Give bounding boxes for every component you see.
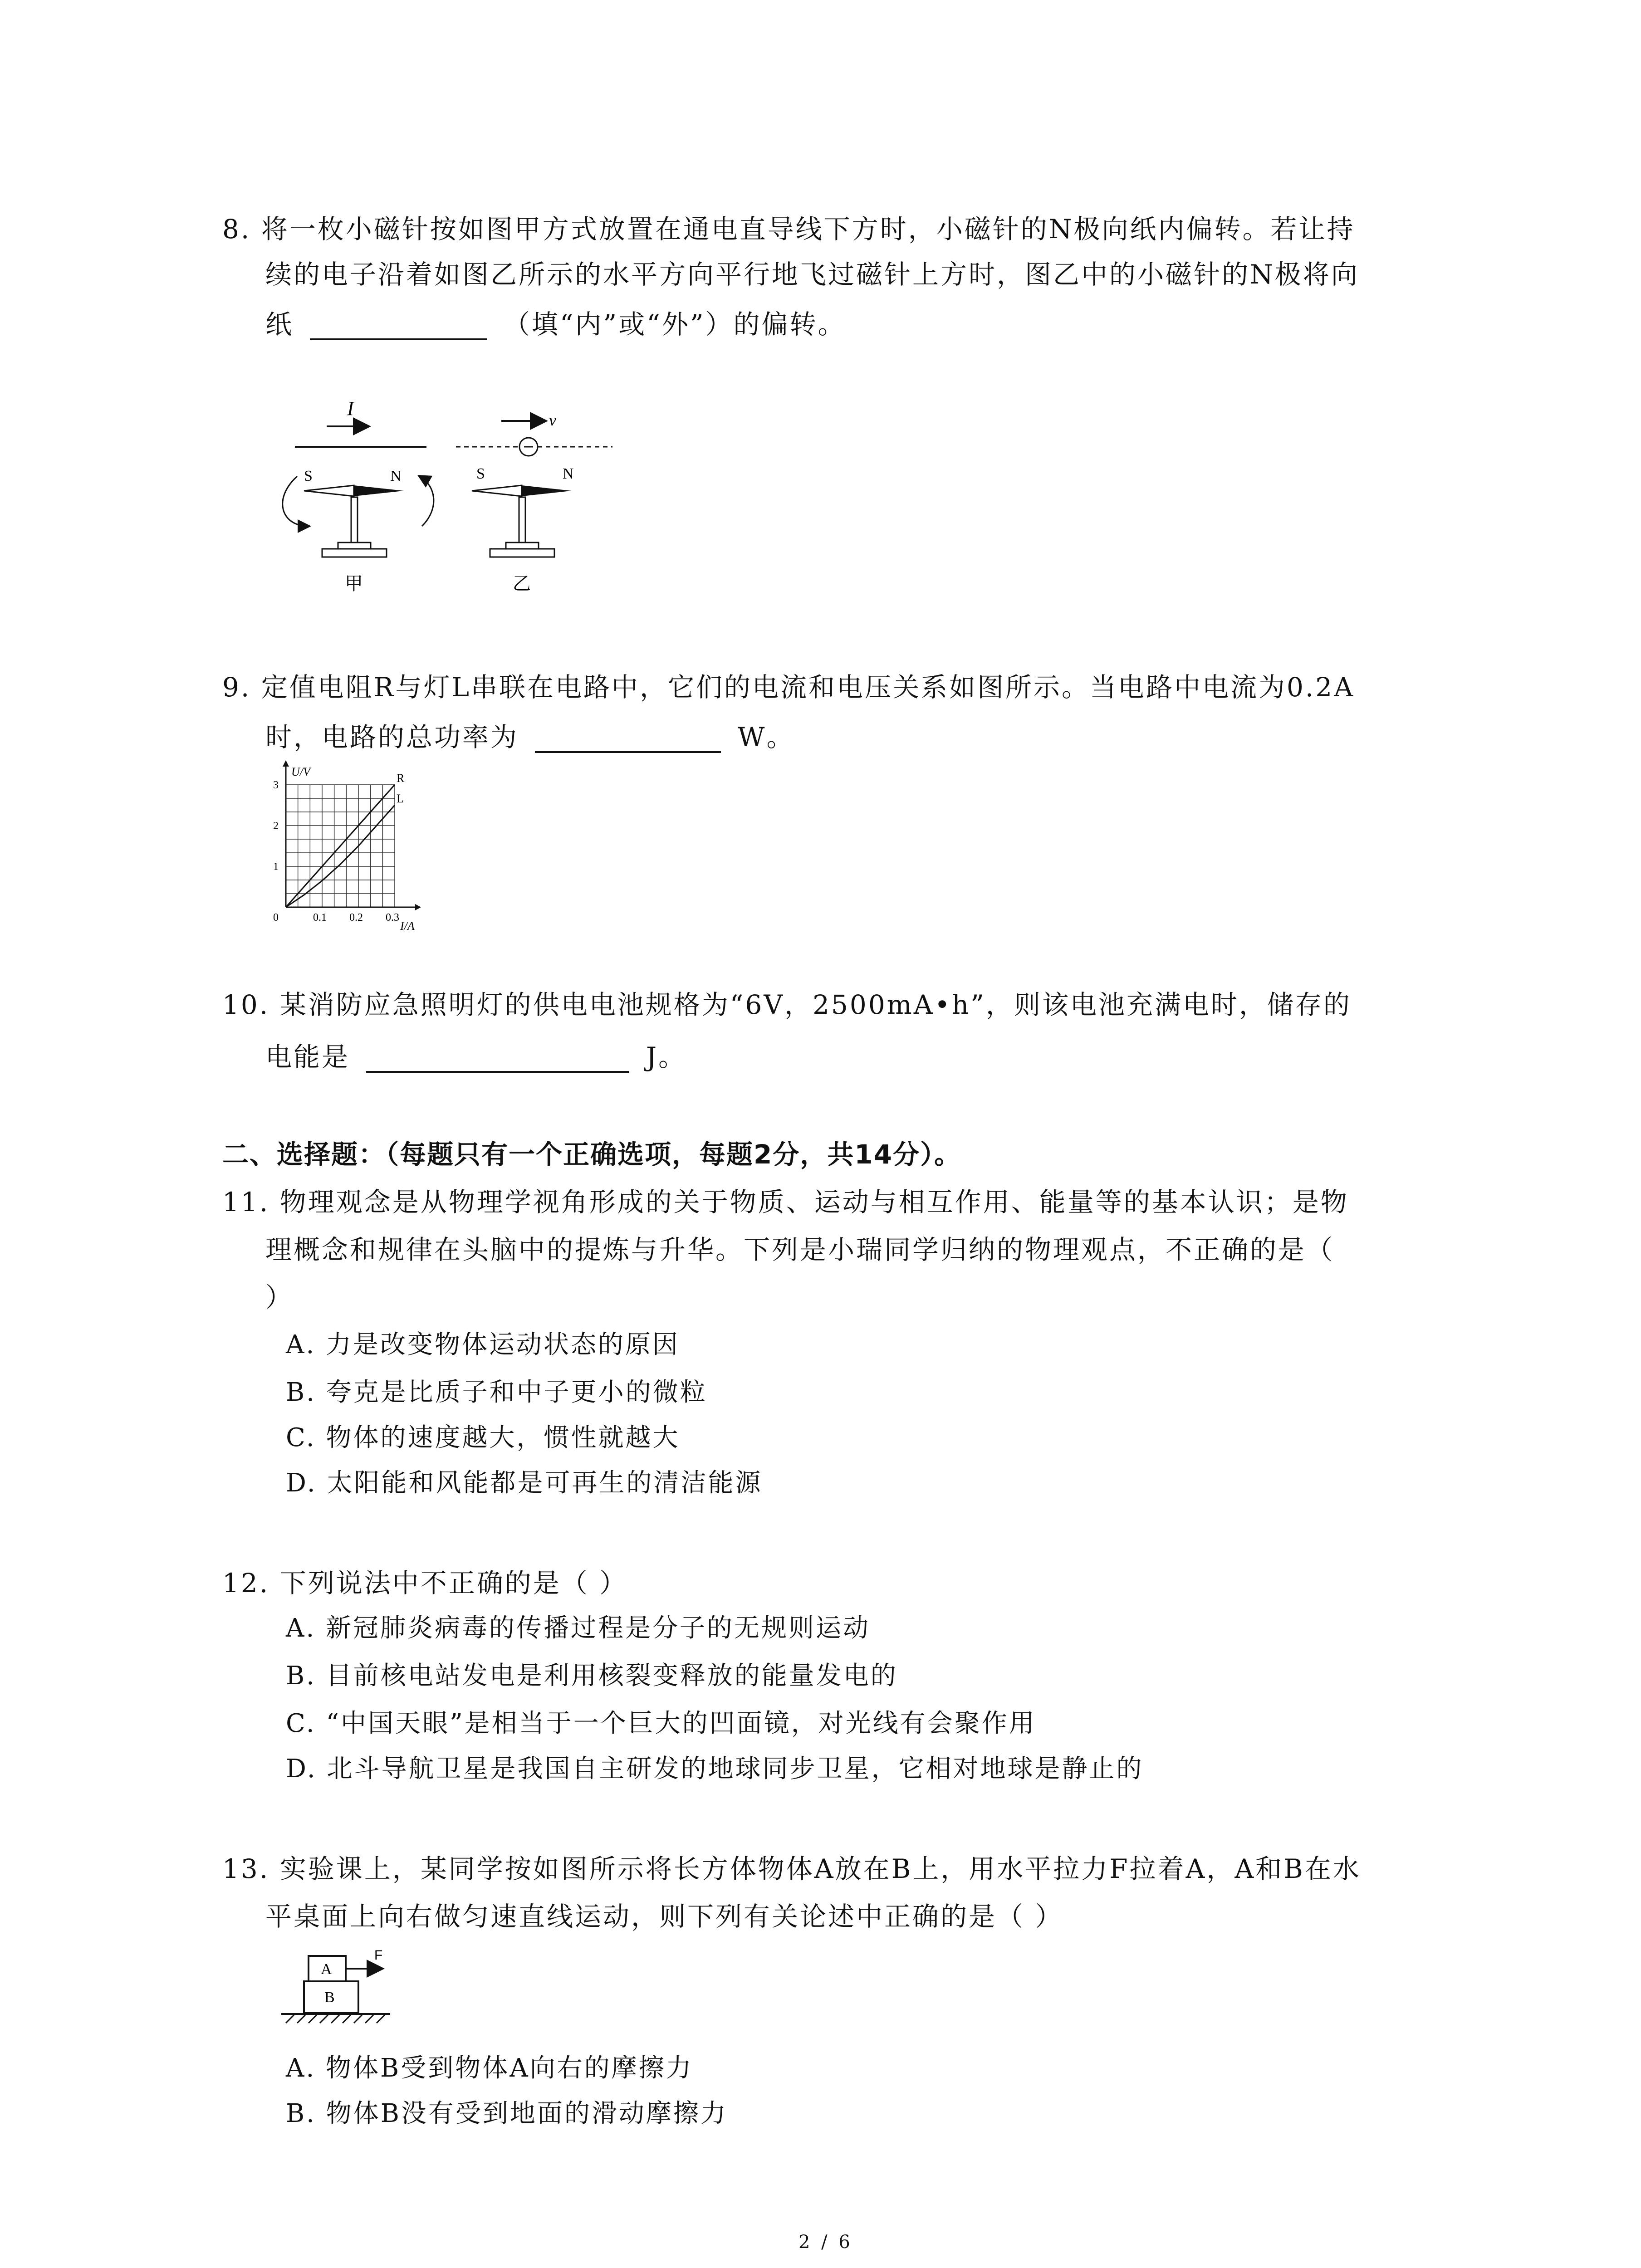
needle-s-half [304, 485, 354, 496]
q13-figure [277, 1946, 413, 2037]
y-tick-label: 1 [273, 861, 279, 873]
q8-text-1: 将一枚小磁针按如图甲方式放置在通电直导线下方时，小磁针的N极向纸内偏转。若让持 [261, 214, 1355, 244]
q10-text-2-post: J。 [646, 1041, 687, 1072]
q8-answer-blank[interactable] [310, 311, 487, 340]
q10-number: 10. [222, 989, 270, 1020]
q11-option-d[interactable]: D. 太阳能和风能都是可再生的清洁能源 [286, 1468, 763, 1498]
q13-option-a[interactable]: A. 物体B受到物体A向右的摩擦力 [286, 2053, 693, 2083]
q13-line-2 [265, 1901, 1063, 1932]
s-label-jia: S [304, 468, 313, 484]
q8-text-2: 续的电子沿着如图乙所示的水平方向平行地飞过磁针上方时，图乙中的小磁针的N极将向 [265, 259, 1359, 290]
n-label-yi: N [563, 465, 574, 482]
q10-line-2 [265, 1041, 686, 1073]
stand-base-jia [322, 549, 387, 557]
x-tick-label: 0 [273, 912, 279, 924]
q10-line-1 [222, 989, 1352, 1021]
q12-number: 12. [222, 1568, 270, 1598]
ui-chart [254, 758, 445, 939]
section-2-title: 二、选择题：（每题只有一个正确选项，每题2分，共14分）。 [222, 1139, 962, 1170]
series-line-R [286, 785, 395, 907]
q8-number: 8. [222, 214, 251, 244]
x-tick-label: 0.3 [386, 912, 399, 924]
y-tick-label: 2 [273, 820, 279, 832]
q11-text-2: 理概念和规律在头脑中的提炼与升华。下列是小瑞同学归纳的物理观点，不正确的是（ [265, 1234, 1335, 1265]
q9-text-2-pre: 时，电路的总功率为 [265, 722, 519, 753]
x-tick-label: 0.2 [349, 912, 363, 924]
figure-yi [456, 411, 612, 594]
block-a-label: A [321, 1961, 332, 1978]
q12-text-1: 下列说法中不正确的是（ ） [279, 1568, 628, 1598]
rotation-arrow-right [420, 476, 434, 526]
force-label: F [374, 1948, 383, 1963]
q13-text-2: 平桌面上向右做匀速直线运动，则下列有关论述中正确的是（ ） [265, 1901, 1063, 1932]
q11-option-c[interactable]: C. 物体的速度越大，惯性就越大 [286, 1423, 680, 1452]
needle-n-half-yi [522, 485, 572, 496]
ground-hatch [286, 2015, 385, 2023]
q9-line-1 [222, 671, 1355, 703]
q9-line-2 [265, 721, 795, 753]
y-axis-label: U/V [291, 765, 310, 778]
n-label-jia: N [390, 468, 402, 484]
q8-text-3-pre: 纸 [265, 309, 294, 340]
q13-line-1 [222, 1853, 1361, 1885]
series-line-L [286, 805, 395, 907]
velocity-label: v [549, 411, 556, 429]
q12-option-c[interactable]: C. “中国天眼”是相当于一个巨大的凹面镜，对光线有会聚作用 [286, 1709, 1036, 1738]
block-b-label: B [324, 1989, 335, 2006]
q11-line-2 [265, 1234, 1334, 1266]
x-tick-label: 0.1 [313, 912, 327, 924]
q10-answer-blank[interactable] [366, 1044, 629, 1073]
q13-number: 13. [222, 1853, 270, 1884]
stand-base-top-yi [506, 543, 539, 549]
stand-base-yi [490, 549, 554, 557]
y-axis-arrow [283, 760, 289, 767]
q10-text-1: 某消防应急照明灯的供电电池规格为“6V，2500mA•h”，则该电池充满电时，储存的 [279, 989, 1352, 1020]
figure-jia [283, 397, 434, 594]
series-label-L: L [397, 792, 404, 805]
q13-option-b[interactable]: B. 物体B没有受到地面的滑动摩擦力 [286, 2099, 728, 2128]
q10-text-2-pre: 电能是 [265, 1041, 350, 1072]
q9-answer-blank[interactable] [535, 724, 721, 753]
q13-text-1: 实验课上，某同学按如图所示将长方体物体A放在B上，用水平拉力F拉着A，A和B在水 [279, 1853, 1361, 1884]
caption-yi: 乙 [513, 573, 531, 594]
x-axis-arrow [415, 904, 421, 910]
current-label: I [347, 397, 354, 420]
q8-line-2 [265, 259, 1359, 290]
q12-line-1 [222, 1567, 627, 1599]
q9-text-2-post: W。 [737, 722, 795, 753]
y-tick-label: 3 [273, 779, 279, 791]
q8-figure [254, 390, 626, 626]
series-label-R: R [397, 772, 405, 785]
s-label-yi: S [476, 465, 485, 482]
stand-post-jia [351, 497, 358, 543]
q11-option-a[interactable]: A. 力是改变物体运动状态的原因 [286, 1330, 680, 1359]
q11-line-3 [265, 1281, 294, 1313]
needle-n-half [354, 485, 404, 496]
x-axis-label: I/A [400, 919, 415, 933]
q11-line-1 [222, 1186, 1349, 1218]
q12-option-b[interactable]: B. 目前核电站发电是利用核裂变释放的能量发电的 [286, 1661, 898, 1691]
q12-option-d[interactable]: D. 北斗导航卫星是我国自主研发的地球同步卫星，它相对地球是静止的 [286, 1754, 1144, 1784]
q9-number: 9. [222, 672, 251, 703]
page-number: 2 / 6 [798, 2232, 853, 2253]
stand-post-yi [519, 497, 525, 543]
q11-text-3: ） [265, 1282, 294, 1313]
q9-text-1: 定值电阻R与灯L串联在电路中，它们的电流和电压关系如图所示。当电路中电流为0.2A [261, 672, 1355, 703]
caption-jia: 甲 [345, 573, 363, 594]
q8-line-3 [265, 308, 846, 340]
q11-option-b[interactable]: B. 夸克是比质子和中子更小的微粒 [286, 1378, 707, 1407]
q8-text-3-post: （填“内”或“外”）的偏转。 [503, 309, 846, 340]
needle-s-half-yi [472, 485, 522, 496]
q8-line-1 [222, 213, 1355, 245]
q11-text-1: 物理观念是从物理学视角形成的关于物质、运动与相互作用、能量等的基本认识；是物 [279, 1187, 1349, 1217]
stand-base-top-jia [338, 543, 371, 549]
q11-number: 11. [222, 1187, 270, 1217]
q12-option-a[interactable]: A. 新冠肺炎病毒的传播过程是分子的无规则运动 [286, 1613, 871, 1643]
